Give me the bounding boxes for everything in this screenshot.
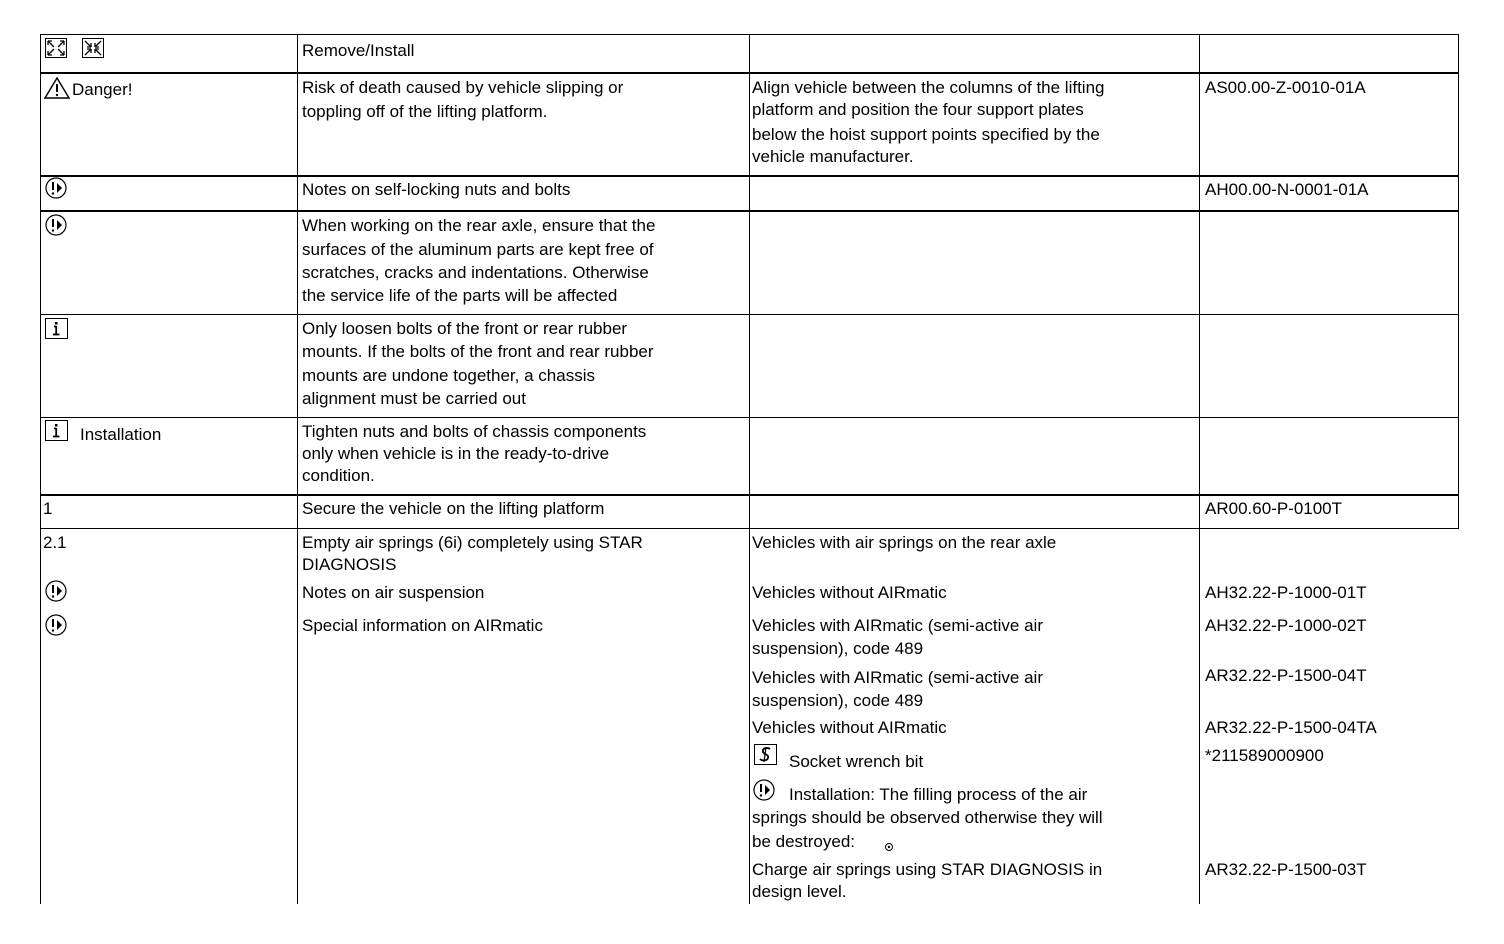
- note-icon: [45, 214, 69, 241]
- row-divider: [40, 314, 1459, 315]
- install-icon: [82, 38, 104, 63]
- row-divider: [40, 175, 1459, 177]
- warning-triangle-icon: [44, 77, 70, 104]
- row-divider: [40, 210, 1459, 212]
- note-text-line: the service life of the parts will be affected: [302, 286, 618, 305]
- info-text-line: mounts are undone together, a chassis: [302, 366, 595, 385]
- note-icon: [45, 614, 69, 641]
- note-text: Notes on self-locking nuts and bolts: [302, 180, 571, 199]
- step-text: Secure the vehicle on the lifting platform: [302, 499, 605, 518]
- note-text-line: surfaces of the aluminum parts are kept free of: [302, 240, 654, 259]
- column-divider-3: [1199, 34, 1200, 904]
- charge-text-line: Charge air springs using STAR DIAGNOSIS in: [752, 860, 1103, 879]
- danger-text-line: Risk of death caused by vehicle slipping or: [302, 78, 624, 97]
- sub-text: Special information on AIRmatic: [302, 616, 543, 635]
- condition-text: Vehicles without AIRmatic: [752, 583, 947, 602]
- condition-text-line: Vehicles with AIRmatic (semi-active air: [752, 616, 1043, 635]
- table-border-right-2: [1458, 72, 1459, 528]
- table-border-left: [40, 34, 41, 904]
- note-text-line: When working on the rear axle, ensure that the: [302, 216, 656, 235]
- info-icon: [45, 420, 69, 447]
- row-divider: [40, 417, 1459, 418]
- danger-instruction-line: vehicle manufacturer.: [752, 147, 914, 166]
- note-icon: [45, 177, 69, 204]
- note-icon: [45, 580, 69, 607]
- installation-label: Installation: [80, 425, 162, 444]
- tool-part-number: *211589000900: [1205, 746, 1324, 765]
- info-icon: [45, 318, 69, 345]
- condition-text: Vehicles without AIRmatic: [752, 718, 947, 737]
- destroyed-symbol-icon: [884, 839, 894, 857]
- step-number: 1: [43, 499, 53, 518]
- step-text-line: Empty air springs (6i) completely using STAR: [302, 533, 643, 552]
- info-text-line: alignment must be carried out: [302, 389, 526, 408]
- note-icon: [753, 779, 777, 806]
- sub-reference: AR32.22-P-1500-04T: [1205, 666, 1367, 685]
- step-text-line: DIAGNOSIS: [302, 555, 397, 574]
- column-divider-1: [297, 34, 298, 904]
- step-reference: AR00.60-P-0100T: [1205, 499, 1343, 518]
- condition-text-line: suspension), code 489: [752, 639, 924, 658]
- danger-instruction-line: platform and position the four support plates: [752, 100, 1084, 119]
- installation-text-line: only when vehicle is in the ready-to-drive: [302, 444, 610, 463]
- column-divider-2: [749, 34, 750, 904]
- installation-text-line: Tighten nuts and bolts of chassis components: [302, 422, 647, 441]
- row-divider: [40, 34, 1459, 35]
- row-divider: [40, 494, 1459, 496]
- condition-text-line: suspension), code 489: [752, 691, 924, 710]
- installation-text-line: condition.: [302, 466, 375, 485]
- tool-text: Socket wrench bit: [789, 752, 924, 771]
- note-reference: AH00.00-N-0001-01A: [1205, 180, 1369, 199]
- charge-text-line: design level.: [752, 882, 847, 901]
- condition-text-line: Vehicles with AIRmatic (semi-active air: [752, 668, 1043, 687]
- danger-label: Danger!: [72, 80, 133, 99]
- danger-instruction-line: Align vehicle between the columns of the lifting: [752, 78, 1105, 97]
- socket-wrench-icon: [754, 744, 778, 771]
- installation-note-line: be destroyed:: [752, 832, 856, 851]
- installation-note-line: Installation: The filling process of the air: [789, 785, 1088, 804]
- danger-text-line: toppling off of the lifting platform.: [302, 102, 548, 121]
- sub-reference: AR32.22-P-1500-04TA: [1205, 718, 1377, 737]
- row-divider: [40, 528, 1459, 529]
- header-title: Remove/Install: [302, 41, 415, 60]
- danger-reference: AS00.00-Z-0010-01A: [1205, 78, 1366, 97]
- sub-reference: AH32.22-P-1000-01T: [1205, 583, 1367, 602]
- info-text-line: Only loosen bolts of the front or rear rubber: [302, 319, 628, 338]
- sub-text: Notes on air suspension: [302, 583, 485, 602]
- table-border-right: [1458, 34, 1459, 72]
- remove-icon: [45, 38, 67, 63]
- note-text-line: scratches, cracks and indentations. Otherwise: [302, 263, 649, 282]
- row-divider: [40, 72, 1459, 74]
- danger-instruction-line: below the hoist support points specified by the: [752, 125, 1100, 144]
- sub-reference: AR32.22-P-1500-03T: [1205, 860, 1367, 879]
- installation-note-line: springs should be observed otherwise they will: [752, 808, 1103, 827]
- condition-text: Vehicles with air springs on the rear axle: [752, 533, 1057, 552]
- sub-reference: AH32.22-P-1000-02T: [1205, 616, 1367, 635]
- step-number: 2.1: [43, 533, 67, 552]
- info-text-line: mounts. If the bolts of the front and rear rubber: [302, 342, 654, 361]
